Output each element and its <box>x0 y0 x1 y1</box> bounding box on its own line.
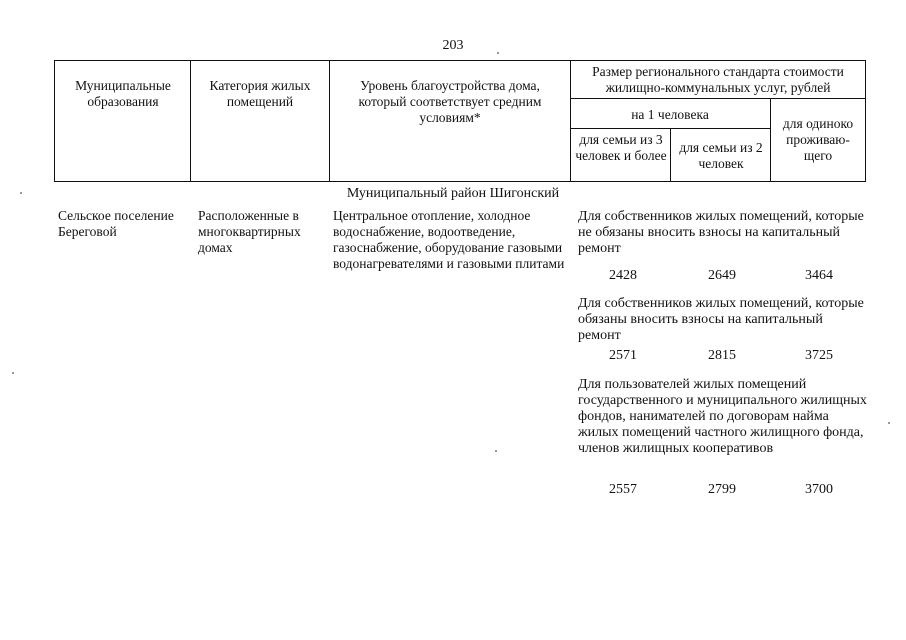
section-title: Муниципальный район Шигонский <box>346 186 560 201</box>
header-single: для одиноко проживаю-щего <box>782 116 854 163</box>
value-single: 3464 <box>805 268 833 283</box>
divider <box>670 128 671 181</box>
value-family2: 2799 <box>708 482 736 497</box>
group-label: Для собственников жилых помещений, которые обязаны вносить взносы на капитальный ремонт <box>578 296 864 343</box>
divider <box>329 61 330 181</box>
header-family2: для семьи из 2 человек <box>679 140 763 171</box>
group-label: Для пользователей жилых помещений государственного и муниципального жилищных фондов, нанимателей по договорам найма жилых помещений частного жилищного фонда, членов жилищных кооперативов <box>578 377 867 456</box>
header-per-person: на 1 человека <box>631 107 709 122</box>
divider <box>570 61 571 181</box>
header-family3: для семьи из 3 человек и более <box>575 132 667 163</box>
scan-speck <box>497 52 499 54</box>
header-standard: Размер регионального стандарта стоимости жилищно-коммунальных услуг, рублей <box>592 64 844 95</box>
value-family3: 2557 <box>609 482 637 497</box>
level-cell: Центральное отопление, холодное водоснабжение, водоотведение, газоснабжение, оборудование газовыми водонагревателями и газовыми плитами <box>333 208 565 271</box>
scan-speck <box>888 422 890 424</box>
municipality-cell: Сельское поселение Береговой <box>58 208 174 239</box>
divider <box>570 98 866 99</box>
table-header <box>54 60 866 182</box>
divider <box>570 128 770 129</box>
scan-speck <box>495 450 497 452</box>
group-label: Для собственников жилых помещений, которые не обязаны вносить взносы на капитальный ремонт <box>578 209 864 256</box>
value-family2: 2815 <box>708 348 736 363</box>
page-number: 203 <box>442 38 464 53</box>
divider <box>190 61 191 181</box>
divider <box>770 98 771 181</box>
category-cell: Расположенные в многоквартирных домах <box>198 208 301 255</box>
scan-speck <box>12 372 14 374</box>
value-family3: 2428 <box>609 268 637 283</box>
value-single: 3725 <box>805 348 833 363</box>
value-family2: 2649 <box>708 268 736 283</box>
scan-speck <box>20 192 22 194</box>
header-category: Категория жилых помещений <box>209 78 311 109</box>
header-municipal: Муниципальные образования <box>75 78 171 109</box>
value-family3: 2571 <box>609 348 637 363</box>
value-single: 3700 <box>805 482 833 497</box>
header-level: Уровень благоустройства дома, который соответствует средним условиям* <box>358 78 542 125</box>
